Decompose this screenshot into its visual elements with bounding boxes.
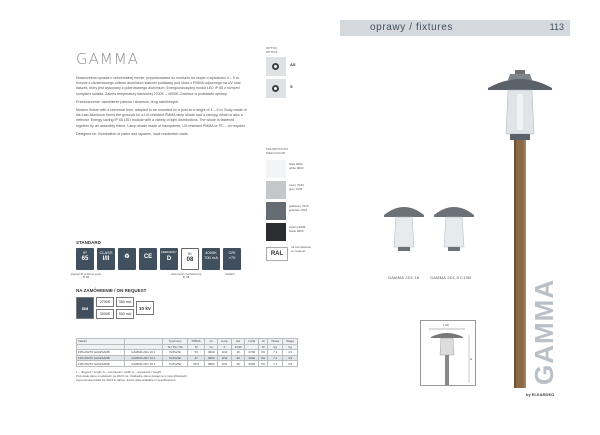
lamp-variant-2 [434,207,474,251]
swatch-white-label: biały 9003 white 9003 [289,162,304,170]
table-notes [76,370,188,382]
ce-mark-icon: CE [139,248,157,270]
ip-rating-icon: IP 65 [76,248,94,270]
table-subheader-row: Ta / Pa / Sb W lm K lm/W W kg kg [77,344,298,350]
current-350ma: 350 mA [116,297,134,307]
table-note-pl: Pozostałe dane w tabelach na 2023 rok. Dokładne dane dostępne w specyfikacjach. [76,374,188,378]
optic-as-icon [266,57,286,76]
dimension-svg [421,321,477,387]
swatch-grey [266,181,286,199]
header-title: oprawy / fixtures [370,22,454,33]
current-500ma: 500 mA [116,309,134,319]
dimension-drawing [420,320,476,386]
vertical-brand-text: GAMMA [529,278,559,385]
colors-label-pl: KOLORYSTYKA [266,147,289,151]
swatch-graphite-label: grafitowy 7016 graphite 7016 [289,204,309,212]
model-2-label: GAMMA 2D1,5 C10B [430,275,471,280]
ik-caption: odporność mechaniczna IK 08 [170,272,202,280]
color-temp-icon: 4000K 700 mA [202,248,220,270]
driver-caption: zasilacz [225,272,235,276]
model-1-label: GAMMA 2D1 16 [388,275,420,280]
standard-title: STANDARD [76,240,101,245]
dim-top-label: L.00 [443,323,449,327]
optics-label-en: OPTICS [266,49,278,54]
class-icon: CLASS I/II [97,248,115,270]
optic-s-label: S [290,84,293,89]
temp-3000k: 3000K [96,309,114,319]
description-pl-1: Nowoczesna oprawa o uniwersalnej formie, przystosowana do montażu na słupie o wysokości 4 – 5 m. Korpus z ciśnieniowego odlewu aluminium stanowi podstawę pod klosz z PMMA odpornego na UV oraz daszek, który jest wykonany z polerowanego aluminium. Energooszczędny moduł LED IP 65 z różnymi rozsyłami światła. Zakres temperatury barwowej 2700K – 4000K. Zasilacz w podstawie oprawy. [76,76,241,96]
emergency-icon: EMERGENCY D [160,248,178,270]
description-pl-2: Przeznaczenie: oświetlenie parków i skwerów, dróg osiedlowych. [76,99,180,104]
colors-label [266,148,288,155]
table-legend: L – długość / length S – szerokość / width H – wysokość / height [76,370,162,374]
table-note-en: Approximated data for 2023 in tables. Exact data available in specifications. [76,378,177,382]
table-row: FPA-09270 GA02SADB GAMMA 2D1 16.1 To/Pa/Sb 47 4990 1N4 36 3000 PA 7.1 4.5 [77,355,298,361]
table-row: FPA-09270 GA02SADB GAMMA 2D1 16.1 To/Pa/Sb 53 4990 1N4 36 2700 PA 7.1 4.5 [77,350,298,356]
table-row: FPA-09270 GA02SADB GAMMA 2D1 16.1 To/Pa/Sb 53.5 4850 1N4 36 3000 PA 7.1 4.5 [77,361,298,367]
swatch-grey-label: szary 7043 grey 7043 [289,183,304,191]
surge-10kv: 10 kV [136,301,154,315]
cri-icon: CRI >70 [223,248,241,270]
ip-caption: stopień IP ochrony wody IP 65 [70,272,102,280]
ik-rating-icon: IK 08 [181,248,199,270]
temp-2700k: 2700K [96,297,114,307]
table-header-row: Indeks Typ/mocy PMMA lm temp Ra lm/W W Klasa Waga [77,339,298,345]
swatch-black-label: czarny 9005 black 9005 [289,225,306,233]
recycling-icon: ♻ [118,248,136,270]
optics-label [266,47,277,54]
ral-label: na zamówienie on request [291,245,312,253]
dim-side-label: H [470,357,473,361]
header-band [340,20,570,36]
lamp-variants-images [380,195,520,275]
on-request-title: NA ZAMÓWIENIE / ON REQUEST [76,288,147,293]
ral-box: RAL [266,247,288,261]
swatch-white [266,160,286,178]
optic-as-label: AS [290,62,296,67]
description-en-1: Modern fixture with a universal form, adapted to be mounted on a post at a height of 4 – 5 m. Body made of die-cast aluminum forms the grounds for a UV-resistant PMMA lamp shade and a canopy, which is also a reflector. Energy saving IP 65 LED module with a variety of light distributions. The whole is fastened together by an assembly frame. Lamp shade made of transparent, UV-resistant PMMA or PC – on request. [76,108,247,128]
page-number: 113 [549,22,564,32]
dim-icon: DIM [76,297,94,319]
colors-label-en: MAIN COLOR [266,150,286,155]
brand-mark: by ELKARDEO [526,392,555,397]
product-description [76,76,248,140]
optics-label-pl: OPTYKI [266,46,278,50]
product-title: GAMMA [76,50,140,68]
swatch-black [266,223,286,241]
optic-s-icon [266,79,286,98]
lamp-variant-1 [384,207,424,251]
spec-table [76,338,298,367]
swatch-graphite [266,202,286,220]
description-en-2: Designed for: illumination of parks and squares, local residential roads. [76,131,189,136]
